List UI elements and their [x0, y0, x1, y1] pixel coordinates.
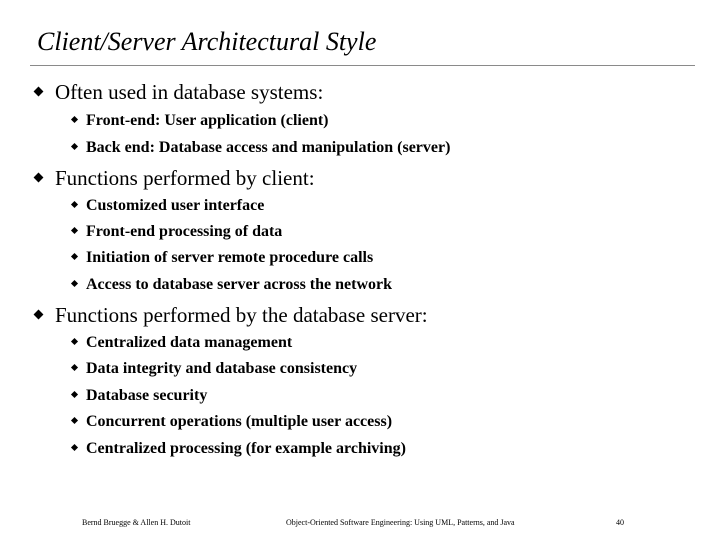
diamond-bullet-icon [71, 444, 78, 451]
list-item-text: Concurrent operations (multiple user access) [86, 413, 393, 430]
list-item-text: Data integrity and database consistency [86, 360, 358, 377]
slide-title: Client/Server Architectural Style [37, 27, 377, 56]
list-item [72, 412, 392, 432]
list-item [72, 275, 392, 295]
diamond-bullet-icon [71, 364, 78, 371]
list-item [72, 386, 207, 406]
list-item [72, 439, 406, 459]
list-item-text: Front-end: User application (client) [86, 112, 329, 129]
diamond-bullet-icon [71, 338, 78, 345]
diamond-bullet-icon [34, 310, 44, 320]
section-heading [36, 303, 428, 327]
list-item-text: Front-end processing of data [86, 223, 283, 240]
list-item-text: Centralized data management [86, 334, 293, 351]
section-heading-text: Functions performed by the database server: [55, 303, 428, 327]
title-divider [30, 65, 695, 66]
diamond-bullet-icon [71, 201, 78, 208]
section-heading [36, 166, 315, 190]
diamond-bullet-icon [34, 87, 44, 97]
list-item [72, 222, 282, 242]
list-item-text: Centralized processing (for example archiving) [86, 440, 406, 457]
list-item [72, 333, 292, 353]
diamond-bullet-icon [71, 143, 78, 150]
diamond-bullet-icon [71, 116, 78, 123]
section-heading-text: Often used in database systems: [55, 80, 324, 104]
section-heading-text: Functions performed by client: [55, 166, 315, 190]
list-item-text: Database security [86, 387, 208, 404]
list-item-text: Back end: Database access and manipulation (server) [86, 139, 451, 156]
list-item-text: Initiation of server remote procedure calls [86, 249, 374, 266]
diamond-bullet-icon [71, 253, 78, 260]
section-heading [36, 80, 323, 104]
footer-authors: Bernd Bruegge & Allen H. Dutoit [82, 518, 191, 527]
list-item [72, 138, 450, 158]
page-number: 40 [616, 518, 624, 527]
list-item-text: Customized user interface [86, 197, 265, 214]
list-item [72, 111, 329, 131]
diamond-bullet-icon [71, 391, 78, 398]
list-item [72, 248, 373, 268]
diamond-bullet-icon [71, 417, 78, 424]
list-item [72, 359, 357, 379]
diamond-bullet-icon [71, 280, 78, 287]
list-item [72, 196, 264, 216]
diamond-bullet-icon [34, 173, 44, 183]
diamond-bullet-icon [71, 227, 78, 234]
list-item-text: Access to database server across the network [86, 276, 393, 293]
footer-book-title: Object-Oriented Software Engineering: Using UML, Patterns, and Java [286, 518, 515, 527]
